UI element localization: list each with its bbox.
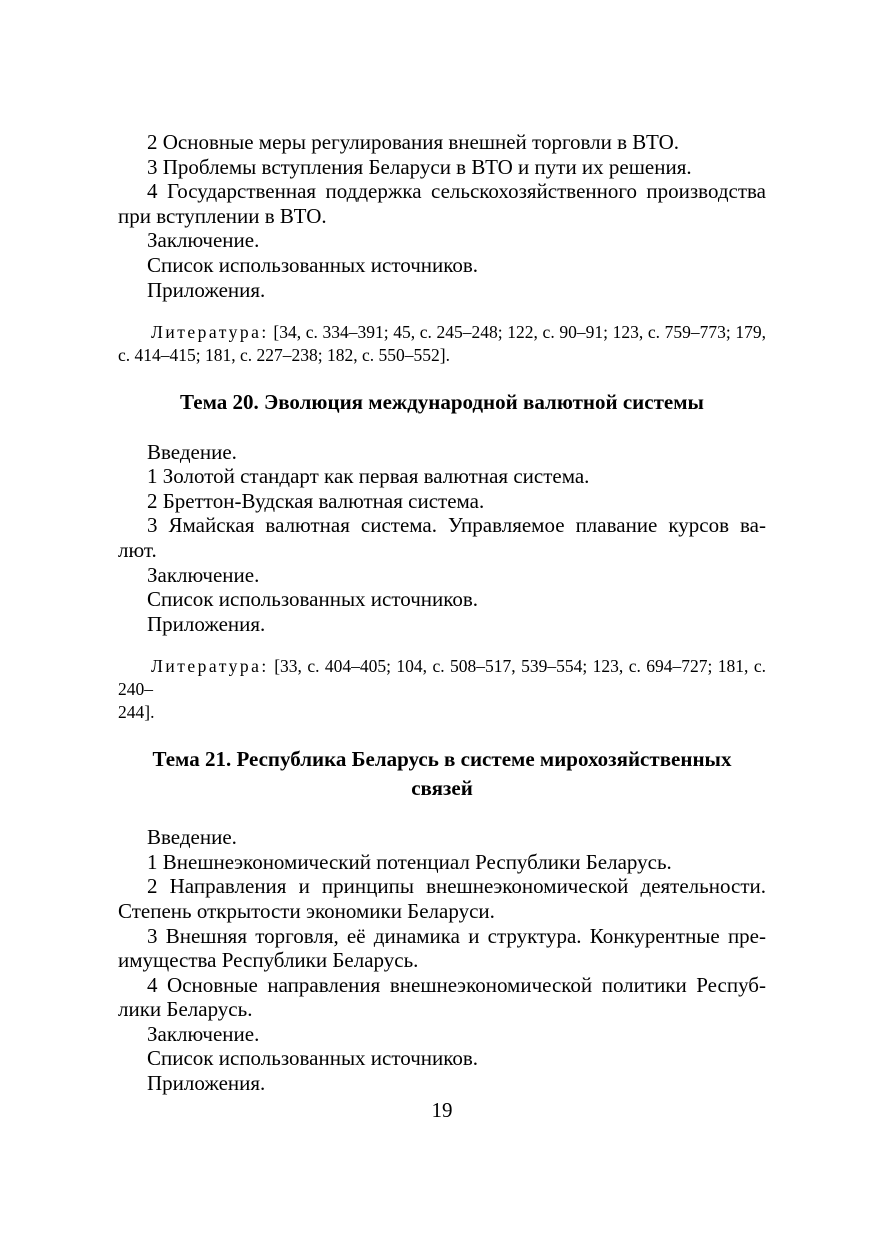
- literature-label: Литература:: [151, 322, 269, 343]
- literature-line: 244].: [118, 702, 155, 723]
- text-line: Введение.: [147, 825, 237, 850]
- literature-line: Литература: [33, с. 404–405; 104, с. 508–517, 539–554; 123, с. 694–727; 181, с. 240–: [118, 656, 766, 700]
- text-line: 3 Ямайская валютная система. Управляемое плавание курсов ва-: [147, 513, 766, 538]
- outline-item: [118, 513, 766, 562]
- text-line: 2 Бреттон-Вудская валютная система.: [147, 488, 485, 513]
- text-line: 1 Золотой стандарт как первая валютная система.: [147, 464, 590, 489]
- text-line: 4 Основные направления внешнеэкономической политики Респуб-: [147, 972, 766, 997]
- literature-paragraph: [118, 321, 766, 367]
- text-line: Список использованных источников.: [147, 252, 479, 277]
- outline-list: [118, 440, 766, 637]
- topic-heading: [118, 745, 766, 802]
- text-line: Заключение.: [147, 562, 260, 587]
- text-line: 3 Внешняя торговля, её динамика и структура. Конкурентные пре-: [147, 923, 766, 948]
- outline-item: [118, 1071, 766, 1096]
- text-line: Приложения.: [147, 1071, 266, 1096]
- text-line: Список использованных источников.: [147, 587, 479, 612]
- outline-item: [118, 612, 766, 637]
- heading-line: Тема 21. Республика Беларусь в системе мирохозяйственных: [152, 747, 732, 772]
- outline-item: [118, 1022, 766, 1047]
- outline-item: [118, 973, 766, 1022]
- topic-heading: [118, 388, 766, 416]
- outline-item: [118, 850, 766, 875]
- outline-item: [118, 253, 766, 278]
- literature-line: с. 414–415; 181, с. 227–238; 182, с. 550–552].: [118, 345, 450, 366]
- page-footer: [118, 1098, 766, 1123]
- outline-item: [118, 1046, 766, 1071]
- heading-line: Тема 20. Эволюция международной валютной системы: [180, 390, 704, 415]
- text-line: лют.: [118, 537, 157, 562]
- text-line: Список использованных источников.: [147, 1046, 479, 1071]
- outline-item: [118, 924, 766, 973]
- outline-item: [118, 563, 766, 588]
- literature-label: Литература:: [151, 656, 269, 677]
- outline-item: [118, 464, 766, 489]
- page-number: 19: [431, 1098, 453, 1122]
- outline-item: [118, 440, 766, 465]
- topic-section: [118, 745, 766, 1095]
- outline-item: [118, 155, 766, 180]
- text-line: имущества Республики Беларусь.: [118, 948, 419, 973]
- literature-paragraph: [118, 655, 766, 724]
- text-line: Приложения.: [147, 277, 266, 302]
- outline-list: [118, 825, 766, 1096]
- text-line: Приложения.: [147, 611, 266, 636]
- text-line: лики Беларусь.: [118, 997, 253, 1022]
- literature-line: Литература: [34, с. 334–391; 45, с. 245–248; 122, с. 90–91; 123, с. 759–773; 179,: [151, 322, 766, 343]
- text-line: 2 Основные меры регулирования внешней торговли в ВТО.: [147, 130, 680, 154]
- text-line: 3 Проблемы вступления Беларуси в ВТО и пути их решения.: [147, 154, 692, 179]
- heading-line: связей: [411, 775, 473, 800]
- text-line: при вступлении в ВТО.: [118, 203, 327, 228]
- text-line: 1 Внешнеэкономический потенциал Республики Беларусь.: [147, 849, 672, 874]
- outline-item: [118, 278, 766, 303]
- outline-item: [118, 179, 766, 228]
- outline-item: [118, 874, 766, 923]
- outline-item: [118, 130, 766, 155]
- topic-section: [118, 130, 766, 367]
- text-line: Степень открытости экономики Беларуси.: [118, 898, 495, 923]
- outline-item: [118, 489, 766, 514]
- text-line: 4 Государственная поддержка сельскохозяйственного производства: [147, 179, 766, 204]
- text-line: Введение.: [147, 439, 237, 464]
- topic-section: [118, 388, 766, 724]
- text-line: Заключение.: [147, 1021, 260, 1046]
- outline-item: [118, 228, 766, 253]
- outline-item: [118, 587, 766, 612]
- outline-list: [118, 130, 766, 302]
- outline-item: [118, 825, 766, 850]
- document-content: [118, 130, 766, 1096]
- text-line: 2 Направления и принципы внешнеэкономической деятельности.: [147, 874, 766, 899]
- text-line: Заключение.: [147, 228, 260, 253]
